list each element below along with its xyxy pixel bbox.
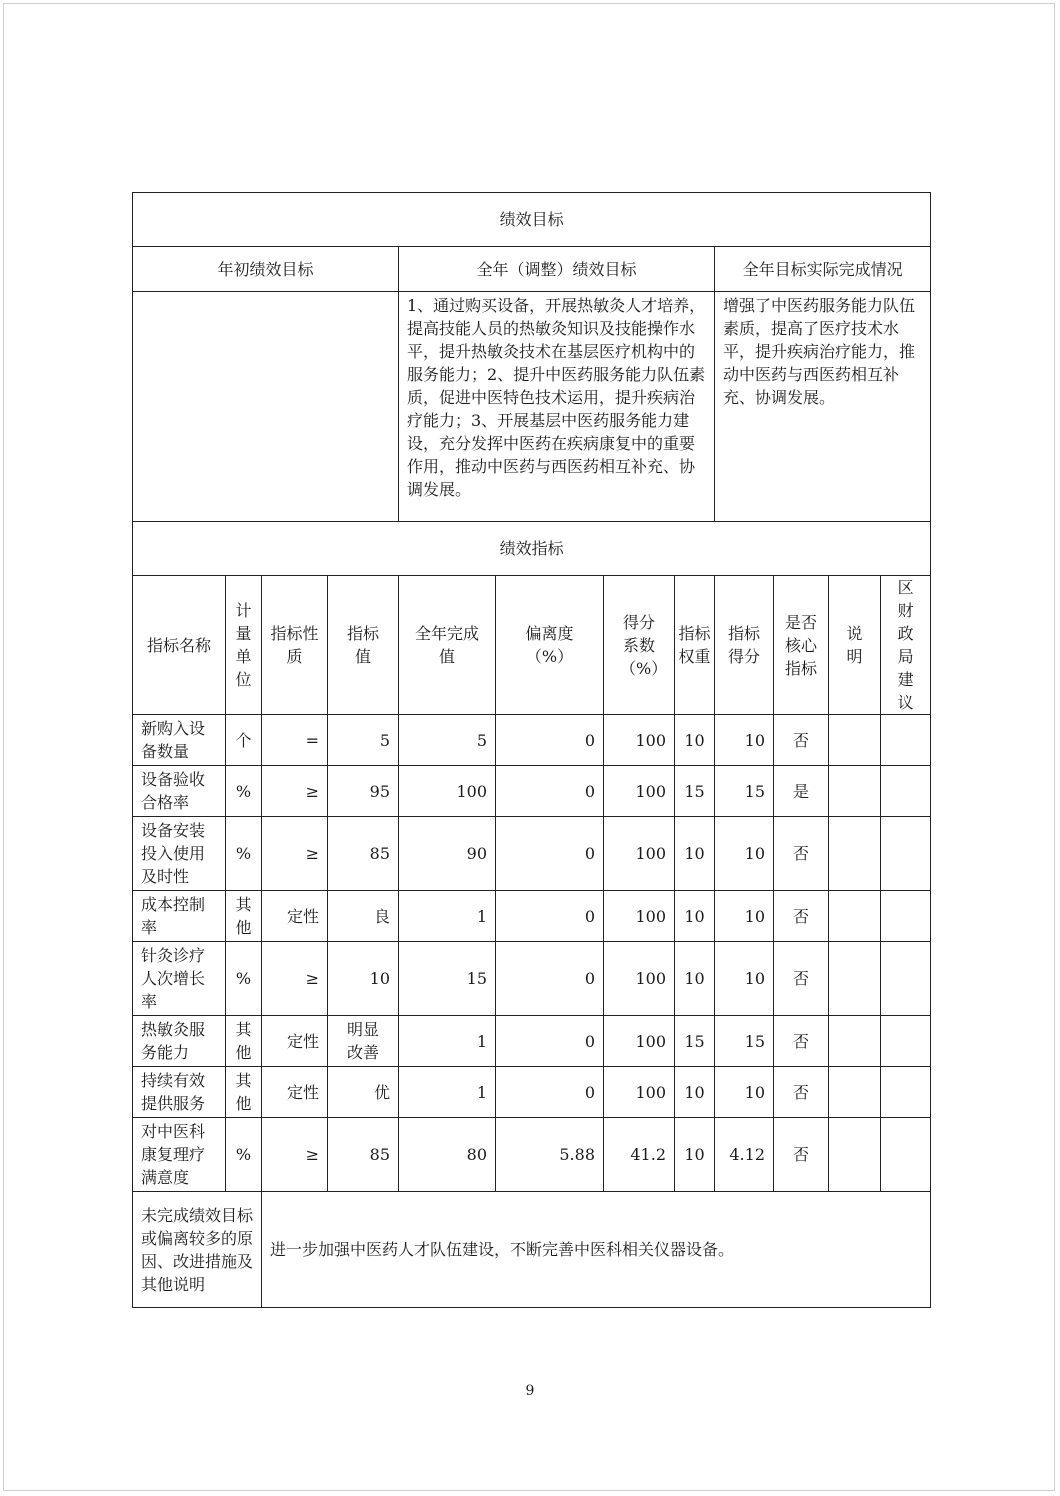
initial-goal-text — [133, 292, 399, 522]
indicator-note — [829, 1016, 881, 1067]
indicator-advice — [881, 1118, 931, 1192]
table-row — [133, 891, 931, 942]
indicator-advice — [881, 715, 931, 766]
col-header-actual: 全年完成值 — [399, 576, 496, 715]
indicator-core: 否 — [774, 1016, 829, 1067]
table-row — [133, 817, 931, 891]
indicator-actual: 1 — [399, 891, 496, 942]
section-title-indicators: 绩效指标 — [133, 522, 931, 576]
indicator-advice — [881, 1016, 931, 1067]
col-header-unit: 计量单位 — [226, 576, 262, 715]
indicator-deviation: 0 — [496, 817, 604, 891]
indicator-note — [829, 891, 881, 942]
col-header-name: 指标名称 — [133, 576, 226, 715]
remark-text: 进一步加强中医药人才队伍建设，不断完善中医科相关仪器设备。 — [262, 1192, 931, 1308]
indicator-score: 10 — [715, 817, 774, 891]
indicator-coef: 100 — [604, 817, 675, 891]
indicator-advice — [881, 766, 931, 817]
indicator-core: 否 — [774, 942, 829, 1016]
indicator-unit: % — [226, 766, 262, 817]
indicator-score: 10 — [715, 715, 774, 766]
indicator-coef: 100 — [604, 715, 675, 766]
indicator-score: 10 — [715, 891, 774, 942]
indicator-target: 明显改善 — [328, 1016, 399, 1067]
table-row — [133, 766, 931, 817]
indicator-nature: ≥ — [262, 1118, 328, 1192]
indicator-note — [829, 715, 881, 766]
indicator-nature: 定性 — [262, 891, 328, 942]
indicator-nature: 定性 — [262, 1016, 328, 1067]
indicator-advice — [881, 891, 931, 942]
section-title-row — [133, 522, 931, 576]
indicator-score: 10 — [715, 1067, 774, 1118]
col-header-weight: 指标权重 — [675, 576, 715, 715]
indicator-name: 热敏灸服务能力 — [133, 1016, 226, 1067]
indicator-actual: 5 — [399, 715, 496, 766]
table-row — [133, 1118, 931, 1192]
indicator-deviation: 0 — [496, 1016, 604, 1067]
header-adjusted-goal: 全年（调整）绩效目标 — [399, 247, 715, 292]
col-header-note: 说明 — [829, 576, 881, 715]
indicator-name: 新购入设备数量 — [133, 715, 226, 766]
col-header-target: 指标值 — [328, 576, 399, 715]
remark-row — [133, 1192, 931, 1308]
col-header-core: 是否核心指标 — [774, 576, 829, 715]
indicator-weight: 15 — [675, 766, 715, 817]
indicator-name: 设备验收合格率 — [133, 766, 226, 817]
indicator-score: 15 — [715, 1016, 774, 1067]
table-row — [133, 1067, 931, 1118]
indicator-name: 成本控制率 — [133, 891, 226, 942]
indicator-advice — [881, 817, 931, 891]
indicator-score: 10 — [715, 942, 774, 1016]
indicator-note — [829, 766, 881, 817]
indicator-target: 优 — [328, 1067, 399, 1118]
indicator-name: 设备安装投入使用及时性 — [133, 817, 226, 891]
indicator-coef: 100 — [604, 1067, 675, 1118]
indicator-core: 否 — [774, 817, 829, 891]
indicator-nature: ≥ — [262, 942, 328, 1016]
indicator-nature: ≥ — [262, 817, 328, 891]
indicator-coef: 100 — [604, 766, 675, 817]
indicator-coef: 100 — [604, 1016, 675, 1067]
indicator-coef: 41.2 — [604, 1118, 675, 1192]
page-number: 9 — [525, 1383, 535, 1399]
indicator-note — [829, 942, 881, 1016]
indicator-actual: 90 — [399, 817, 496, 891]
indicator-core: 否 — [774, 715, 829, 766]
indicator-deviation: 0 — [496, 1067, 604, 1118]
indicator-weight: 15 — [675, 1016, 715, 1067]
indicator-name: 持续有效提供服务 — [133, 1067, 226, 1118]
goal-header-row — [133, 247, 931, 292]
indicator-weight: 10 — [675, 1118, 715, 1192]
col-header-nature: 指标性质 — [262, 576, 328, 715]
indicator-nature: = — [262, 715, 328, 766]
indicator-weight: 10 — [675, 942, 715, 1016]
col-header-score: 指标得分 — [715, 576, 774, 715]
indicator-weight: 10 — [675, 817, 715, 891]
indicator-nature: 定性 — [262, 1067, 328, 1118]
indicator-target: 良 — [328, 891, 399, 942]
indicator-unit: % — [226, 942, 262, 1016]
col-header-advice: 区财政局建议 — [881, 576, 931, 715]
indicator-deviation: 0 — [496, 891, 604, 942]
indicator-advice — [881, 942, 931, 1016]
indicator-unit: 个 — [226, 715, 262, 766]
indicator-score: 15 — [715, 766, 774, 817]
table-row — [133, 715, 931, 766]
indicator-actual: 1 — [399, 1067, 496, 1118]
indicator-target: 95 — [328, 766, 399, 817]
indicator-deviation: 5.88 — [496, 1118, 604, 1192]
indicator-target: 5 — [328, 715, 399, 766]
indicator-name: 针灸诊疗人次增长率 — [133, 942, 226, 1016]
indicator-header-row — [133, 576, 931, 715]
indicator-deviation: 0 — [496, 766, 604, 817]
col-header-coef: 得分系数（%） — [604, 576, 675, 715]
indicator-actual: 100 — [399, 766, 496, 817]
indicator-core: 否 — [774, 1067, 829, 1118]
indicator-name: 对中医科康复理疗满意度 — [133, 1118, 226, 1192]
indicator-weight: 10 — [675, 1067, 715, 1118]
indicator-actual: 15 — [399, 942, 496, 1016]
indicator-deviation: 0 — [496, 715, 604, 766]
indicator-unit: 其他 — [226, 1016, 262, 1067]
indicator-note — [829, 817, 881, 891]
col-header-deviation: 偏离度（%） — [496, 576, 604, 715]
indicator-actual: 1 — [399, 1016, 496, 1067]
header-actual-completion: 全年目标实际完成情况 — [715, 247, 931, 292]
indicator-coef: 100 — [604, 942, 675, 1016]
indicator-unit: 其他 — [226, 891, 262, 942]
indicator-weight: 10 — [675, 891, 715, 942]
indicator-target: 10 — [328, 942, 399, 1016]
indicator-core: 否 — [774, 891, 829, 942]
section-title-goals: 绩效目标 — [133, 193, 931, 247]
indicator-unit: 其他 — [226, 1067, 262, 1118]
indicator-unit: % — [226, 817, 262, 891]
table-row — [133, 1016, 931, 1067]
goal-content-row — [133, 292, 931, 522]
indicator-actual: 80 — [399, 1118, 496, 1192]
section-title-row — [133, 193, 931, 247]
indicator-unit: % — [226, 1118, 262, 1192]
indicator-note — [829, 1067, 881, 1118]
indicator-target: 85 — [328, 1118, 399, 1192]
indicator-core: 否 — [774, 1118, 829, 1192]
actual-completion-text: 增强了中医药服务能力队伍素质，提高了医疗技术水平，提升疾病治疗能力，推动中医药与西医药相互补充、协调发展。 — [715, 292, 931, 522]
adjusted-goal-text: 1、通过购买设备，开展热敏灸人才培养，提高技能人员的热敏灸知识及技能操作水平，提升热敏灸技术在基层医疗机构中的服务能力；2、提升中医药服务能力队伍素质，促进中医特色技术运用，提升疾病治疗能力；3、开展基层中医药服务能力建设，充分发挥中医药在疾病康复中的重要作用，推动中医药与西医药相互补充、协调发展。 — [399, 292, 715, 522]
indicator-weight: 10 — [675, 715, 715, 766]
header-initial-goal: 年初绩效目标 — [133, 247, 399, 292]
indicator-advice — [881, 1067, 931, 1118]
indicator-target: 85 — [328, 817, 399, 891]
indicator-nature: ≥ — [262, 766, 328, 817]
remark-label: 未完成绩效目标或偏离较多的原因、改进措施及其他说明 — [133, 1192, 262, 1308]
indicator-coef: 100 — [604, 891, 675, 942]
indicator-score: 4.12 — [715, 1118, 774, 1192]
indicator-note — [829, 1118, 881, 1192]
performance-table — [132, 192, 931, 1308]
indicator-core: 是 — [774, 766, 829, 817]
table-row — [133, 942, 931, 1016]
indicator-deviation: 0 — [496, 942, 604, 1016]
